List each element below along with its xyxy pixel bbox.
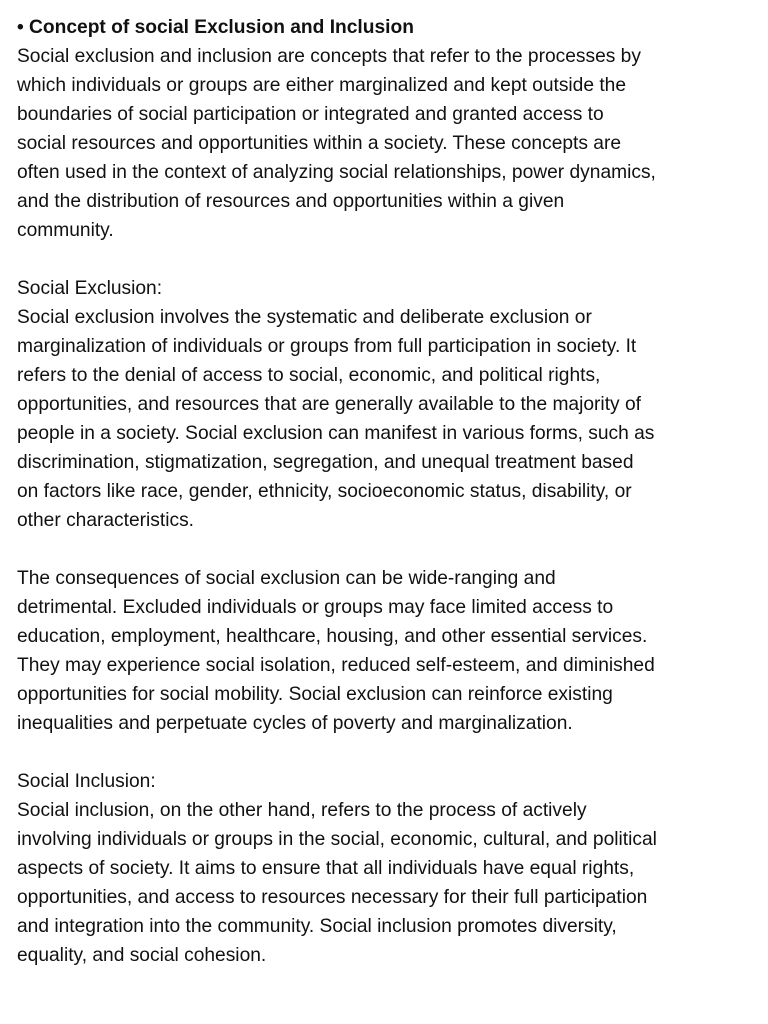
text-line: detrimental. Excluded individuals or groups may face limited access to: [17, 597, 614, 618]
text-line: refers to the denial of access to social, economic, and political rights,: [17, 365, 601, 386]
text-line: and the distribution of resources and opportunities within a given: [17, 191, 565, 212]
exclusion-paragraph-2: [17, 564, 757, 738]
text-line: boundaries of social participation or integrated and granted access to: [17, 104, 604, 125]
text-line: marginalization of individuals or groups from full participation in society. It: [17, 336, 637, 357]
text-line: equality, and social cohesion.: [17, 945, 267, 966]
document-body: [17, 13, 757, 970]
text-line: and integration into the community. Social inclusion promotes diversity,: [17, 916, 617, 937]
text-line: inequalities and perpetuate cycles of poverty and marginalization.: [17, 713, 573, 734]
text-line: They may experience social isolation, reduced self-esteem, and diminished: [17, 655, 655, 676]
text-line: community.: [17, 220, 114, 241]
text-line: on factors like race, gender, ethnicity, socioeconomic status, disability, or: [17, 481, 632, 502]
paragraph-spacer: [17, 535, 757, 564]
text-line: opportunities, and resources that are generally available to the majority of: [17, 394, 641, 415]
section-title-inclusion: Social Inclusion:: [17, 771, 156, 792]
text-line: involving individuals or groups in the social, economic, cultural, and political: [17, 829, 657, 850]
text-line: Social exclusion and inclusion are concepts that refer to the processes by: [17, 46, 641, 67]
paragraph-spacer: [17, 738, 757, 767]
text-line: The consequences of social exclusion can be wide-ranging and: [17, 568, 556, 589]
text-line: often used in the context of analyzing social relationships, power dynamics,: [17, 162, 656, 183]
exclusion-paragraph-1: [17, 303, 757, 535]
text-line: Social exclusion involves the systematic and deliberate exclusion or: [17, 307, 592, 328]
inclusion-paragraph-1: [17, 796, 757, 970]
paragraph-spacer: [17, 245, 757, 274]
text-line: Social inclusion, on the other hand, refers to the process of actively: [17, 800, 587, 821]
text-line: which individuals or groups are either marginalized and kept outside the: [17, 75, 627, 96]
intro-paragraph: [17, 42, 757, 245]
text-line: other characteristics.: [17, 510, 195, 531]
section-title-exclusion: Social Exclusion:: [17, 278, 163, 299]
text-line: people in a society. Social exclusion can manifest in various forms, such as: [17, 423, 655, 444]
text-line: aspects of society. It aims to ensure that all individuals have equal rights,: [17, 858, 635, 879]
text-line: opportunities for social mobility. Social exclusion can reinforce existing: [17, 684, 613, 705]
text-line: discrimination, stigmatization, segregation, and unequal treatment based: [17, 452, 634, 473]
text-line: social resources and opportunities within a society. These concepts are: [17, 133, 622, 154]
document-heading: • Concept of social Exclusion and Inclusion: [17, 17, 414, 38]
text-line: opportunities, and access to resources necessary for their full participation: [17, 887, 648, 908]
text-line: education, employment, healthcare, housing, and other essential services.: [17, 626, 648, 647]
